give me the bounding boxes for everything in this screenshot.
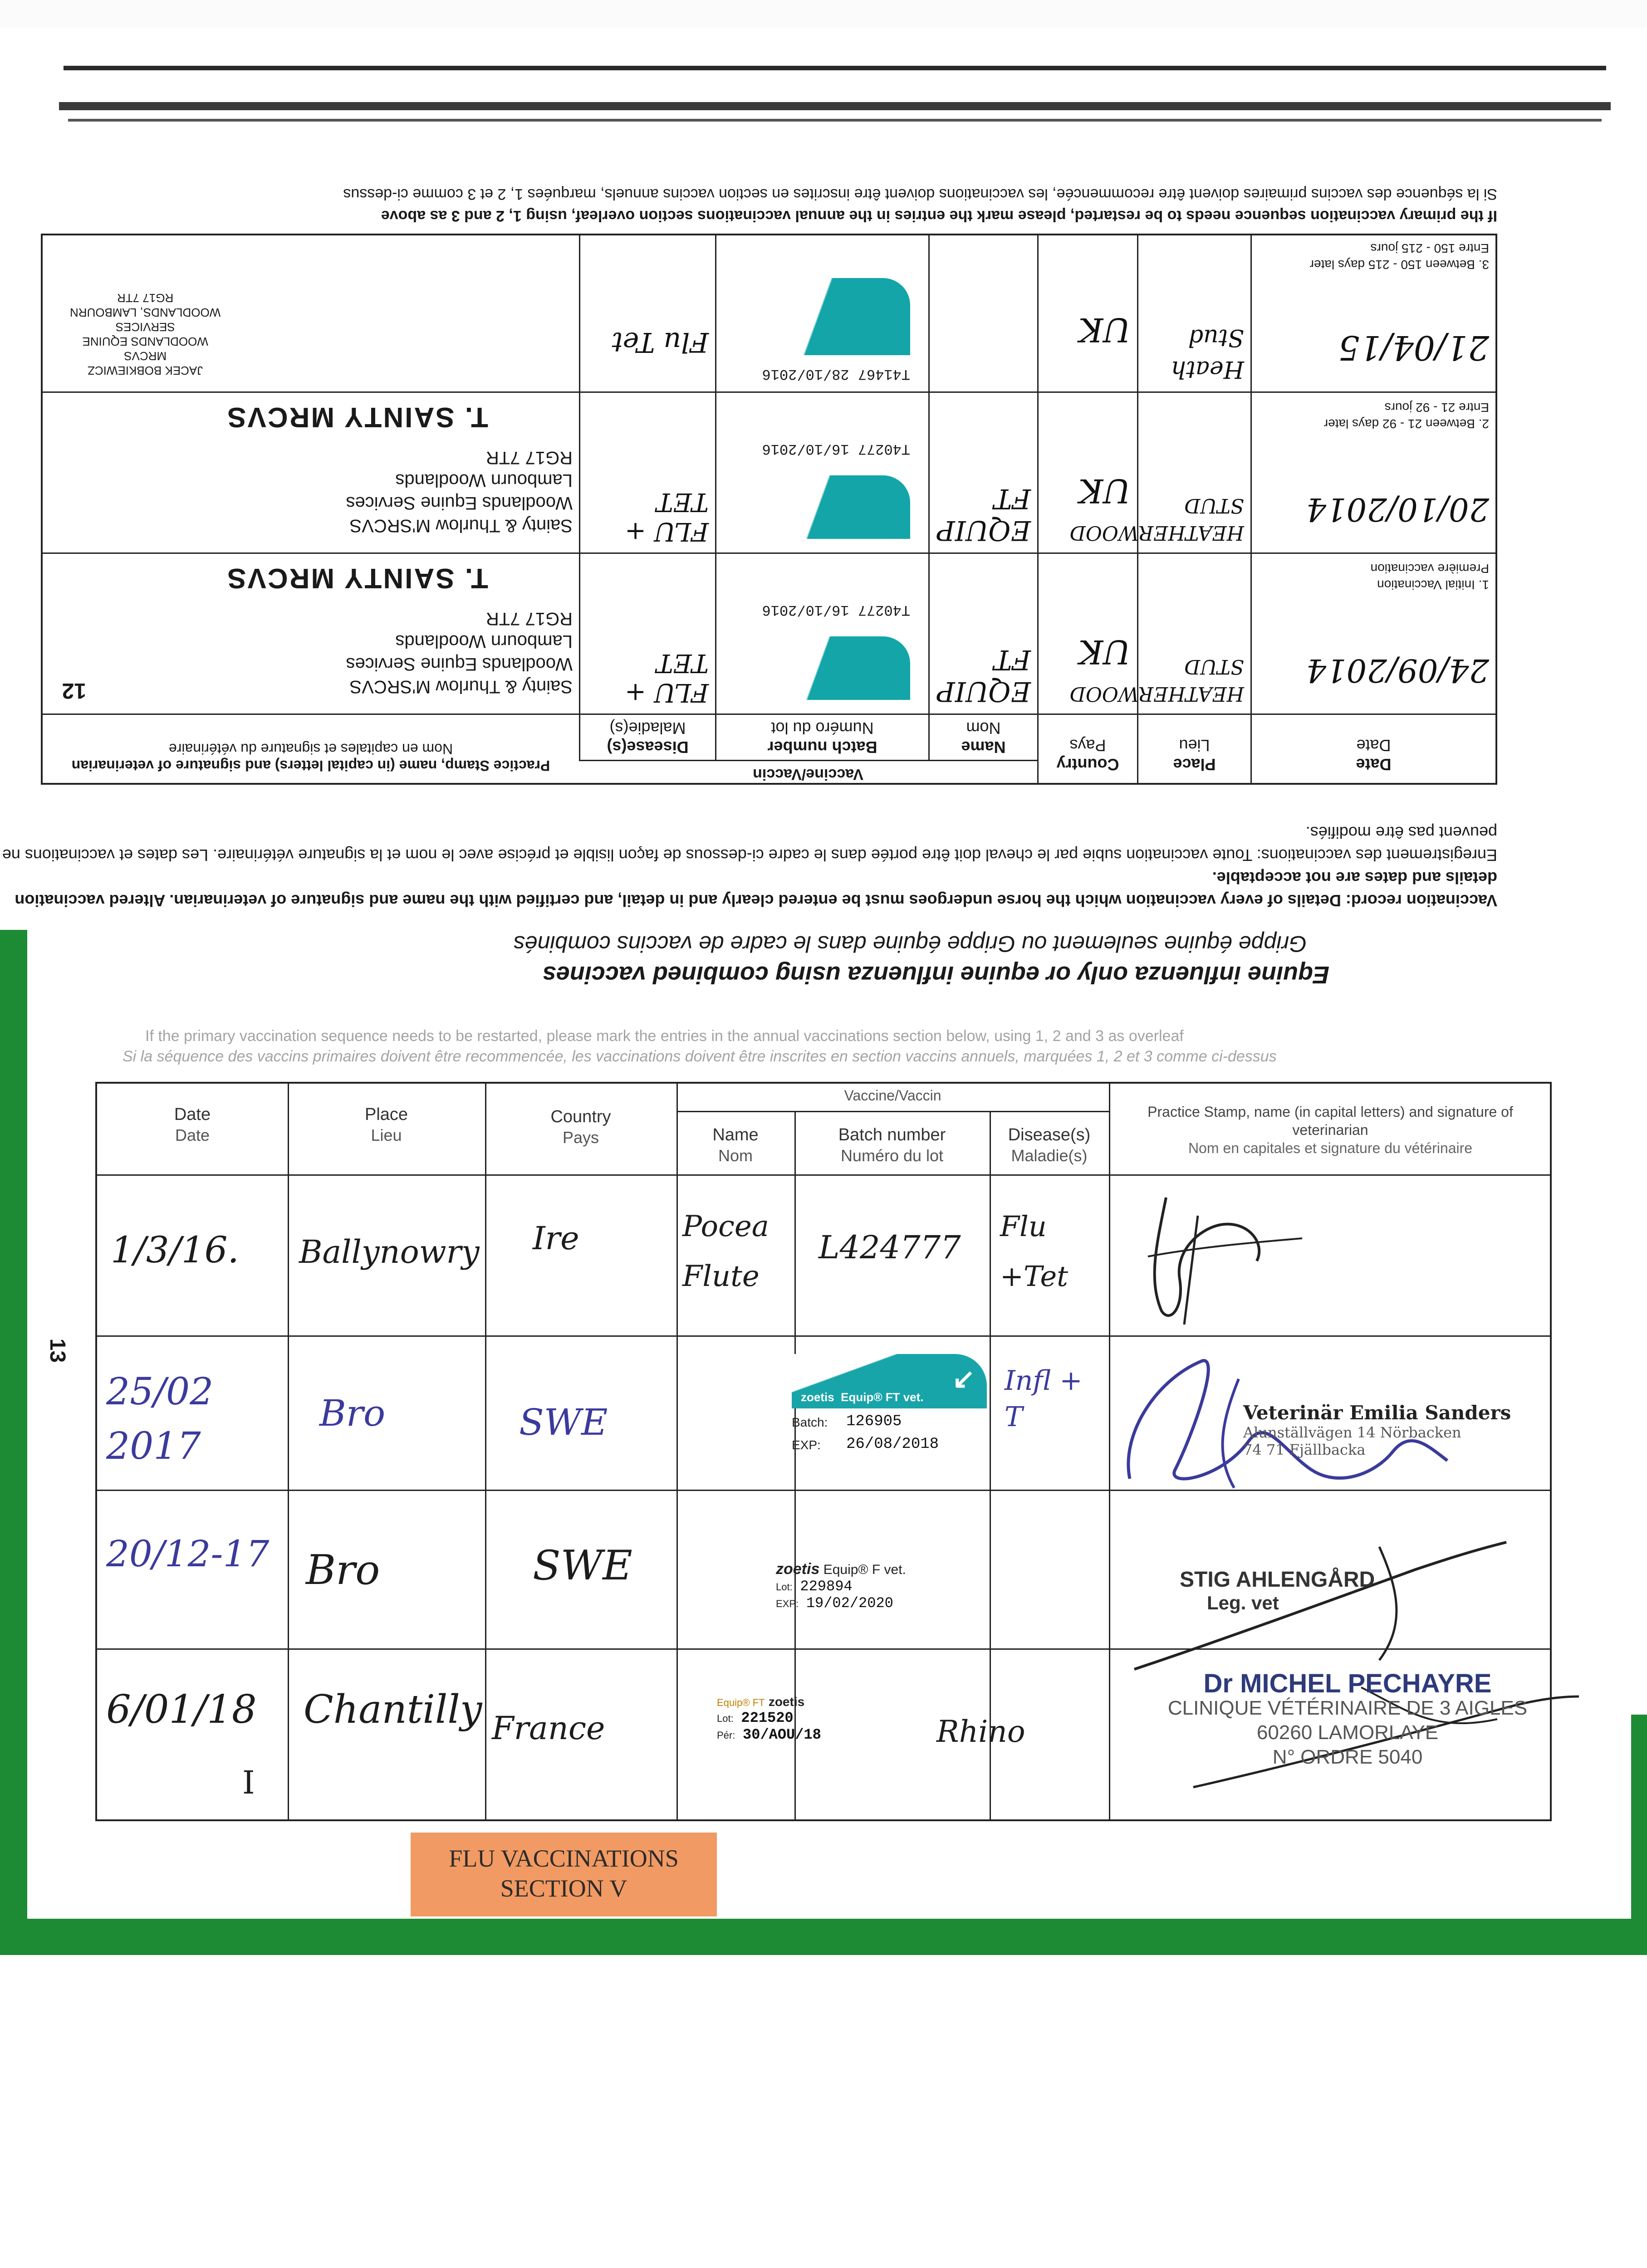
date-value: 24/09/2014 <box>1306 652 1489 689</box>
place-value: HEATHERWOOD STUD <box>1069 655 1244 705</box>
vet-stamp-stig <box>1180 1567 1375 1614</box>
record-title: Vaccination record: <box>1345 891 1497 910</box>
date-value: 25/02 2017 <box>106 1370 214 1468</box>
sticker-product: Equip® F vet. <box>823 1562 906 1577</box>
restart-footnote <box>0 183 1497 227</box>
header-date: Date Date <box>174 1105 211 1144</box>
interval-label-fr: Entre 150 - 215 jours <box>1370 241 1489 255</box>
section-subheading: Grippe équine seulement ou Grippe équine dans le cadre de vaccins combinés <box>513 931 1307 957</box>
vaccine-name-value: EQUIP FT <box>936 483 1031 546</box>
date-cell <box>1250 554 1495 714</box>
practice-cell <box>43 234 579 391</box>
sticker-product: Equip® FT <box>717 1697 765 1708</box>
place-value: Bro <box>319 1392 386 1434</box>
sticker-batch: 126905 <box>846 1413 902 1430</box>
country-cell <box>1037 393 1137 552</box>
vaccine-name-cell <box>928 234 1037 391</box>
batch-cell <box>715 234 928 391</box>
arrow-icon: ↗ <box>754 665 777 695</box>
header-country: Country Pays <box>1037 715 1137 783</box>
place-value: Chantilly <box>304 1687 482 1732</box>
vet-stamp-clinic: CLINIQUE VÉTÉRINAIRE DE 3 AIGLES <box>1167 1697 1528 1719</box>
header-vaccine-group: Vaccine/Vaccin <box>844 1087 941 1104</box>
vaccine-name-cell <box>928 554 1037 714</box>
date-value: 6/01/18 <box>106 1687 257 1732</box>
lot-label: Lot: <box>717 1713 734 1724</box>
disease-value: FLU + TET <box>625 487 709 546</box>
sticker-lot: 229894 <box>800 1578 853 1595</box>
country-value: France <box>492 1710 605 1747</box>
date-value: 20/10/2014 <box>1306 491 1489 528</box>
bleed-through-text: If the primary vaccination sequence needs to be restarted, please mark the entries in the annual vaccinations section below, using 1, 2 and 3 as overleaf <box>145 1027 1184 1045</box>
section-label-line2: SECTION V <box>500 1875 627 1902</box>
vaccine-name-value: Pocea Flute <box>682 1210 769 1293</box>
section-label <box>411 1833 717 1916</box>
vet-name: T. SAINTY MRCVS <box>226 562 488 594</box>
row-mark: I <box>242 1764 255 1801</box>
header-batch: Batch number Numéro du lot <box>838 1125 946 1165</box>
disease-cell <box>579 234 715 391</box>
vaccine-sticker-equip-f <box>776 1560 957 1612</box>
sticker-product: Equip® FT vet. <box>841 1390 924 1404</box>
batch-label: Batch: <box>792 1415 828 1429</box>
batch-cell <box>715 393 928 552</box>
upside-down-page-12 <box>0 0 1647 993</box>
disease-cell <box>579 554 715 714</box>
country-value: SWE <box>533 1542 632 1589</box>
date-value: 1/3/16. <box>111 1229 239 1271</box>
country-value: UK <box>1078 311 1131 349</box>
table-row <box>43 554 1495 715</box>
date-value: 21/04/15 <box>1338 328 1489 367</box>
sticker-exp: 26/08/2018 <box>846 1436 939 1453</box>
header-practice: Practice Stamp, name (in capital letters) and signature of veterinarian Nom en capitales et signature du vétérinaire <box>1147 1104 1513 1156</box>
vet-stamp-name: Dr MICHEL PECHAYRE <box>1203 1669 1492 1698</box>
arrow-icon: ↙ <box>952 1364 975 1394</box>
batch-value: L424777 <box>819 1229 961 1266</box>
date-cell <box>1250 393 1495 552</box>
vaccine-name-value: EQUIP FT <box>936 644 1031 707</box>
exp-label: Pér: <box>717 1730 735 1741</box>
record-text-fr: Enregistrement des vaccinations: Toute vaccination subie par le cheval doit être portée dans le cadre ci-dessous de façon lisible et précise avec le nom et la signature vétérinaire. Les dates et vaccinations ne peuvent pas être modifiés. <box>2 823 1497 865</box>
header-name: Name Nom <box>712 1125 759 1165</box>
practice-cell <box>43 393 579 552</box>
practice-stamp: Sainty & Thurlow M'SRCVS Woodlands Equine Services Lambourn Woodlands RG17 7TR <box>346 609 573 697</box>
vaccine-sticker <box>747 475 910 539</box>
practice-stamp: JACEK BOBKIEWICZ MRCVS WOODLANDS EQUINE SERVICES WOODLANDS, LAMBOURN RG17 7TR <box>70 291 221 377</box>
sticker-lot: 221520 <box>741 1710 794 1726</box>
vaccine-name-cell <box>928 393 1037 552</box>
batch-value: T40277 16/10/2016 <box>762 440 910 457</box>
date-value: 20/12-17 <box>106 1533 270 1575</box>
batch-cell <box>715 554 928 714</box>
binder-cover-bottom <box>0 1919 1647 1955</box>
row-divider <box>97 1174 1550 1176</box>
country-value: UK <box>1078 633 1131 671</box>
vet-stamp-michel <box>1162 1669 1534 1769</box>
page-number: 12 <box>62 679 86 703</box>
place-value: Bro <box>306 1546 380 1594</box>
country-cell <box>1037 554 1137 714</box>
primary-vaccination-table <box>41 234 1497 785</box>
disease-value: Flu +Tet <box>1000 1210 1069 1293</box>
practice-stamp: Sainty & Thurlow M'SRCVS Woodlands Equine Services Lambourn Woodlands RG17 7TR <box>346 448 573 536</box>
sticker-brand: zoetis <box>768 1695 805 1709</box>
exp-label: EXP: <box>792 1438 821 1452</box>
vet-stamp-name: Veterinär Emilia Sanders <box>1243 1402 1511 1424</box>
vet-stamp-emilia <box>1243 1402 1511 1458</box>
header-name: Name Nom <box>928 715 1037 761</box>
practice-cell <box>43 554 579 714</box>
bleed-through-text: Si la séquence des vaccins primaires doivent être recommencée, les vaccinations doivent être inscrites en section vaccins annuels, marquées 1, 2 et 3 comme ci-dessus <box>123 1048 1277 1065</box>
interval-label-fr: Première vaccination <box>1370 562 1489 576</box>
header-date: Date Date <box>1250 715 1495 783</box>
header-place: Place Lieu <box>1137 715 1250 783</box>
vet-name: T. SAINTY MRCVS <box>226 401 488 433</box>
interval-label: 3. Between 150 - 215 days later <box>1309 258 1489 272</box>
header-vaccine-group: Vaccine/Vaccin <box>579 760 1037 783</box>
vaccine-sticker-equip-ft <box>792 1354 987 1463</box>
footnote-en: If the primary vaccination sequence needs to be restarted, please mark the entries in the annual vaccinations section overleaf, using 1, 2 and 3 as above <box>381 207 1497 225</box>
column-divider <box>676 1084 678 1819</box>
disease-value: Rhino <box>936 1714 1025 1749</box>
header-practice: Practice Stamp, name (in capital letters) and signature of veterinarian Nom en capitales et signature du vétérinaire <box>71 741 550 774</box>
lot-label: Lot: <box>776 1581 793 1593</box>
interval-label: 2. Between 21 - 92 days later <box>1323 417 1489 431</box>
vet-stamp-order: N° ORDRE 5040 <box>1272 1746 1423 1768</box>
section-label-line1: FLU VACCINATIONS <box>449 1845 679 1872</box>
vet-stamp-address: 74 71 Fjällbacka <box>1243 1441 1366 1458</box>
vet-stamp-city: 60260 LAMORLAYE <box>1256 1721 1439 1744</box>
signature-row1 <box>1130 1188 1320 1338</box>
header-country: Country Pays <box>550 1107 611 1147</box>
vaccine-sticker <box>747 636 910 700</box>
country-value: UK <box>1078 472 1131 510</box>
footnote-fr: Si la séquence des vaccins primaires doivent être recommencée, les vaccinations doivent être inscrites en section vaccins annuels, marquées 1, 2 et 3 comme ci-dessus <box>343 186 1497 203</box>
vet-stamp-title: Leg. vet <box>1207 1592 1279 1613</box>
header-place: Place Lieu <box>364 1105 408 1144</box>
table-row <box>43 393 1495 554</box>
binder-cover-right <box>1631 1715 1647 1932</box>
sticker-exp: 19/02/2020 <box>806 1595 893 1612</box>
place-value: Heath Stud <box>1171 324 1244 383</box>
interval-label-fr: Entre 21 - 92 jours <box>1384 401 1489 415</box>
date-cell <box>1250 234 1495 391</box>
arrow-icon: ↗ <box>754 503 777 534</box>
batch-value: T41467 28/10/2016 <box>762 366 910 382</box>
vaccine-sticker-equip-ft-fr <box>717 1694 871 1743</box>
disease-value: FLU + TET <box>625 648 709 707</box>
column-divider <box>485 1084 486 1819</box>
vaccine-sticker <box>747 278 910 355</box>
vet-stamp-address: Alunställvägen 14 Nörbacken <box>1243 1424 1461 1441</box>
disease-cell <box>579 393 715 552</box>
header-disease: Disease(s) Maladie(s) <box>1008 1125 1091 1165</box>
interval-label: 1. Initial Vaccination <box>1377 578 1489 592</box>
arrow-icon: ↗ <box>754 320 777 350</box>
disease-value: Flu Tet <box>612 326 709 358</box>
sticker-brand: zoetis <box>801 1390 834 1404</box>
place-value: HEATHERWOOD STUD <box>1069 494 1244 544</box>
country-value: SWE <box>519 1401 608 1443</box>
sticker-exp: 30/AOU/18 <box>743 1726 821 1743</box>
header-disease: Disease(s) Maladie(s) <box>579 715 715 761</box>
binder-cover-left <box>0 930 27 1950</box>
section-heading: Equine influenza only or equine influenza using combined vaccines <box>542 961 1329 988</box>
disease-value: Infl + T <box>1005 1365 1083 1433</box>
column-divider <box>990 1111 991 1819</box>
country-cell <box>1037 234 1137 391</box>
header-batch: Batch number Numéro du lot <box>715 715 928 761</box>
table-row <box>43 234 1495 393</box>
country-value: Ire <box>533 1220 579 1257</box>
record-text-en: Details of every vaccination which the horse undergoes must be entered clearly and in detail, and certified with the name and signature of veterinarian. Altered vaccination details and dates are not acceptable. <box>15 869 1497 910</box>
page-number: 13 <box>45 1338 70 1363</box>
column-divider <box>288 1084 289 1819</box>
place-value: Ballynowry <box>299 1233 480 1271</box>
place-cell <box>1137 234 1250 391</box>
vet-stamp-name: STIG AHLENGÅRD <box>1180 1568 1375 1592</box>
vaccination-record-intro <box>0 821 1497 912</box>
row-divider <box>97 1335 1550 1337</box>
sticker-brand: zoetis <box>776 1560 820 1578</box>
exp-label: EXP: <box>776 1598 799 1609</box>
batch-value: T40277 16/10/2016 <box>762 601 910 618</box>
